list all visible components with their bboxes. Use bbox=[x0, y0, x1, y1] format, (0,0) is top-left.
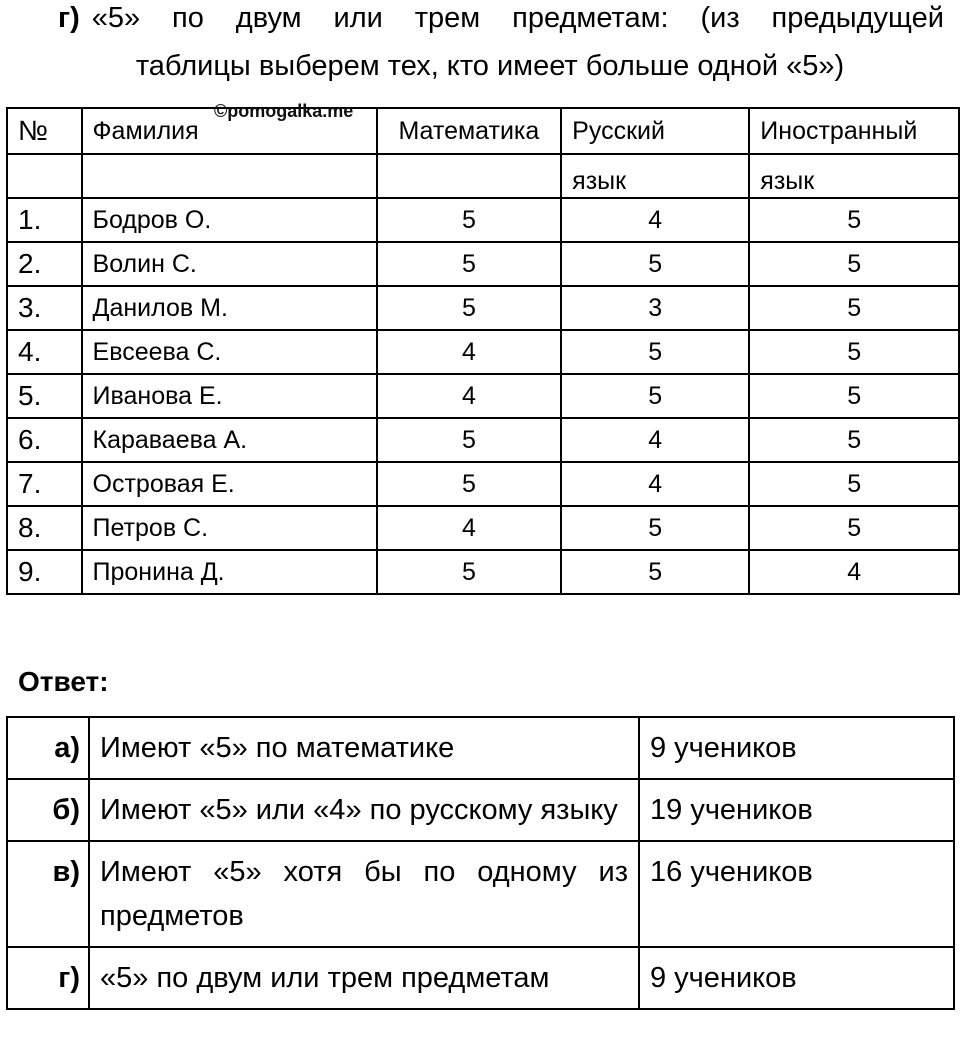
row-russian-grade: 5 bbox=[561, 330, 749, 374]
header-num-cont bbox=[7, 154, 82, 198]
row-surname: Данилов М. bbox=[82, 286, 377, 330]
table-header-row bbox=[7, 108, 959, 154]
row-foreign-grade: 4 bbox=[749, 550, 959, 594]
heading-word: двум bbox=[235, 2, 302, 34]
heading-word: или bbox=[333, 2, 383, 34]
heading-word: (из bbox=[700, 2, 740, 34]
row-surname: Евсеева С. bbox=[82, 330, 377, 374]
heading-line-2: таблицы выберем тех, кто имеет больше одной «5») bbox=[135, 50, 845, 82]
row-surname: Волин С. bbox=[82, 242, 377, 286]
heading-word: предметам: bbox=[512, 2, 669, 34]
row-russian-grade: 5 bbox=[561, 506, 749, 550]
answer-value: 16 учеников bbox=[639, 841, 954, 947]
answer-letter: б) bbox=[7, 779, 89, 841]
row-surname: Бодров О. bbox=[82, 198, 377, 242]
row-foreign-grade: 5 bbox=[749, 374, 959, 418]
row-math-grade: 4 bbox=[377, 330, 562, 374]
row-russian-grade: 4 bbox=[561, 462, 749, 506]
row-math-grade: 5 bbox=[377, 242, 562, 286]
row-surname: Петров С. bbox=[82, 506, 377, 550]
answer-letter: в) bbox=[7, 841, 89, 947]
row-num: 4. bbox=[7, 330, 82, 374]
row-foreign-grade: 5 bbox=[749, 330, 959, 374]
heading-word: предыдущей bbox=[771, 2, 944, 34]
row-math-grade: 5 bbox=[377, 550, 562, 594]
row-surname: Иванова Е. bbox=[82, 374, 377, 418]
row-num: 8. bbox=[7, 506, 82, 550]
answer-description: «5» по двум или трем предметам bbox=[89, 947, 639, 1009]
row-surname: Караваева А. bbox=[82, 418, 377, 462]
answer-row bbox=[7, 947, 954, 1009]
answer-label: Ответ: bbox=[18, 666, 109, 697]
heading-line-1 bbox=[58, 2, 944, 35]
row-foreign-grade: 5 bbox=[749, 418, 959, 462]
heading-word: трем bbox=[414, 2, 481, 34]
answer-row bbox=[7, 779, 954, 841]
answer-value: 9 учеников bbox=[639, 947, 954, 1009]
row-russian-grade: 4 bbox=[561, 198, 749, 242]
answer-description: Имеют «5» по математике bbox=[89, 717, 639, 779]
row-surname: Островая Е. bbox=[82, 462, 377, 506]
row-russian-grade: 5 bbox=[561, 242, 749, 286]
answer-value: 19 учеников bbox=[639, 779, 954, 841]
header-surname-cont bbox=[82, 154, 377, 198]
row-math-grade: 5 bbox=[377, 462, 562, 506]
row-num: 6. bbox=[7, 418, 82, 462]
table-header-row-2 bbox=[7, 154, 959, 198]
row-math-grade: 4 bbox=[377, 374, 562, 418]
grade-rows bbox=[7, 198, 959, 594]
row-russian-grade: 5 bbox=[561, 374, 749, 418]
row-math-grade: 4 bbox=[377, 506, 562, 550]
row-math-grade: 5 bbox=[377, 198, 562, 242]
answer-description: Имеют «5» или «4» по русскому языку bbox=[89, 779, 639, 841]
answers-table bbox=[6, 716, 955, 1010]
row-foreign-grade: 5 bbox=[749, 506, 959, 550]
table-row bbox=[7, 506, 959, 550]
answer-letter: г) bbox=[7, 947, 89, 1009]
table-row bbox=[7, 418, 959, 462]
answer-description: Имеют «5» хотя бы по одному из предметов bbox=[89, 841, 639, 947]
heading-word: г) «5» bbox=[58, 2, 141, 34]
row-foreign-grade: 5 bbox=[749, 242, 959, 286]
table-row bbox=[7, 550, 959, 594]
row-num: 2. bbox=[7, 242, 82, 286]
row-num: 5. bbox=[7, 374, 82, 418]
row-math-grade: 5 bbox=[377, 418, 562, 462]
grades-table bbox=[6, 107, 960, 595]
heading-word: по bbox=[172, 2, 204, 34]
row-math-grade: 5 bbox=[377, 286, 562, 330]
table-row bbox=[7, 286, 959, 330]
answer-value: 9 учеников bbox=[639, 717, 954, 779]
table-row bbox=[7, 198, 959, 242]
table-row bbox=[7, 462, 959, 506]
header-num: № bbox=[7, 108, 82, 154]
header-foreign-cont: язык bbox=[749, 154, 959, 198]
header-russian-cont: язык bbox=[561, 154, 749, 198]
row-foreign-grade: 5 bbox=[749, 462, 959, 506]
watermark: ©pomogalka.me bbox=[214, 101, 354, 121]
row-num: 3. bbox=[7, 286, 82, 330]
task-marker: г) bbox=[58, 2, 80, 34]
row-num: 7. bbox=[7, 462, 82, 506]
table-row bbox=[7, 374, 959, 418]
header-russian: Русский bbox=[561, 108, 749, 154]
row-russian-grade: 5 bbox=[561, 550, 749, 594]
header-math: Математика bbox=[377, 108, 562, 154]
row-russian-grade: 3 bbox=[561, 286, 749, 330]
row-foreign-grade: 5 bbox=[749, 286, 959, 330]
header-surname: Фамилия bbox=[82, 108, 377, 154]
row-num: 1. bbox=[7, 198, 82, 242]
answer-rows bbox=[7, 717, 954, 1009]
header-math-cont bbox=[377, 154, 562, 198]
header-foreign: Иностранный bbox=[749, 108, 959, 154]
row-russian-grade: 4 bbox=[561, 418, 749, 462]
table-row bbox=[7, 242, 959, 286]
table-row bbox=[7, 330, 959, 374]
answer-row bbox=[7, 717, 954, 779]
row-surname: Пронина Д. bbox=[82, 550, 377, 594]
row-num: 9. bbox=[7, 550, 82, 594]
answer-row bbox=[7, 841, 954, 947]
row-foreign-grade: 5 bbox=[749, 198, 959, 242]
answer-letter: а) bbox=[7, 717, 89, 779]
